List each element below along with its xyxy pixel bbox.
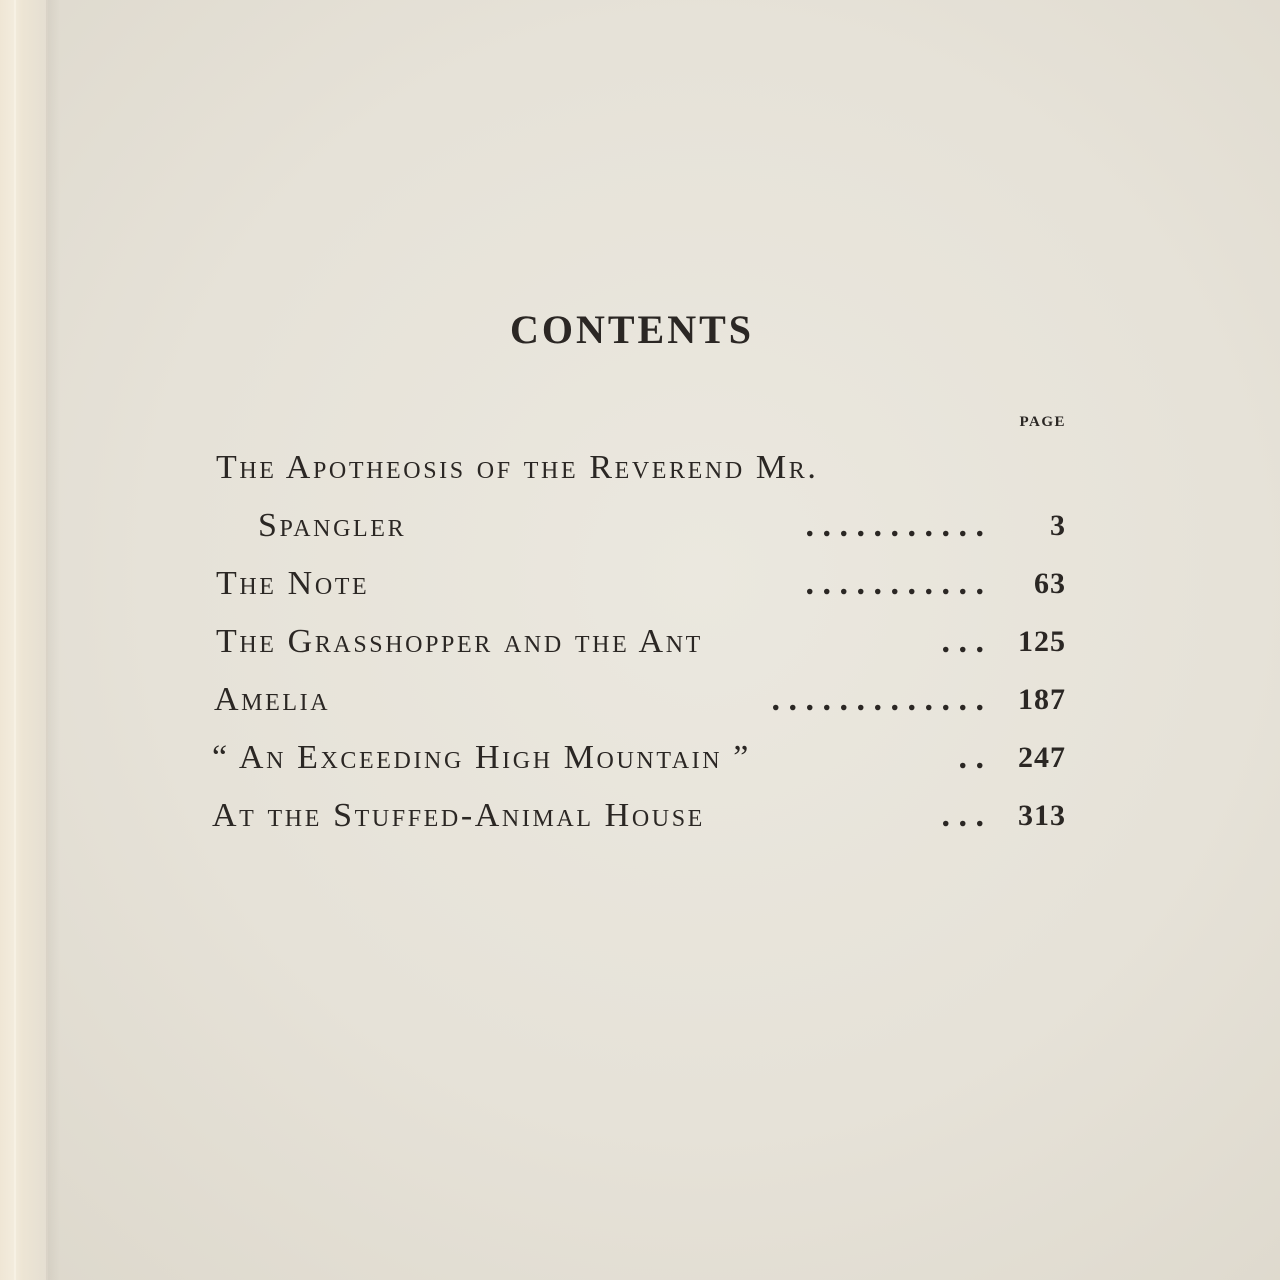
toc-entry-page-number: 125 — [1018, 625, 1066, 658]
toc-entry-title: At the Stuffed-Animal House — [212, 797, 705, 834]
toc-entry-title: “ An Exceeding High Mountain ” — [212, 739, 751, 776]
toc-entry-2 — [0, 562, 1280, 606]
dot-leaders: . . . . . . . . . . . . . — [771, 681, 984, 718]
dot-leaders: . . . — [941, 797, 984, 834]
toc-entry-page-number: 63 — [1034, 567, 1066, 600]
toc-entry-1-line-2 — [0, 504, 1280, 548]
toc-entry-1-line-1 — [0, 446, 1280, 490]
toc-entry-4 — [0, 678, 1280, 722]
dot-leaders: . . — [958, 739, 984, 776]
toc-entry-5 — [0, 736, 1280, 780]
contents-title: CONTENTS — [509, 307, 755, 352]
dot-leaders: . . . — [941, 623, 984, 660]
page-column-label: PAGE — [1019, 414, 1066, 430]
toc-entry-page-number: 3 — [1050, 509, 1066, 542]
toc-entry-title: The Grasshopper and the Ant — [216, 623, 703, 660]
toc-entry-3 — [0, 620, 1280, 664]
toc-entry-title: The Apotheosis of the Reverend Mr. — [216, 449, 819, 486]
toc-entry-title-continued: Spangler — [258, 507, 407, 544]
toc-entry-title: Amelia — [214, 681, 331, 718]
dot-leaders: . . . . . . . . . . . — [805, 507, 984, 544]
toc-entry-6 — [0, 794, 1280, 838]
toc-entry-page-number: 187 — [1018, 683, 1066, 716]
toc-entry-page-number: 247 — [1018, 741, 1066, 774]
toc-entry-page-number: 313 — [1018, 799, 1066, 832]
dot-leaders: . . . . . . . . . . . — [805, 565, 984, 602]
toc-entry-title: The Note — [216, 565, 370, 602]
